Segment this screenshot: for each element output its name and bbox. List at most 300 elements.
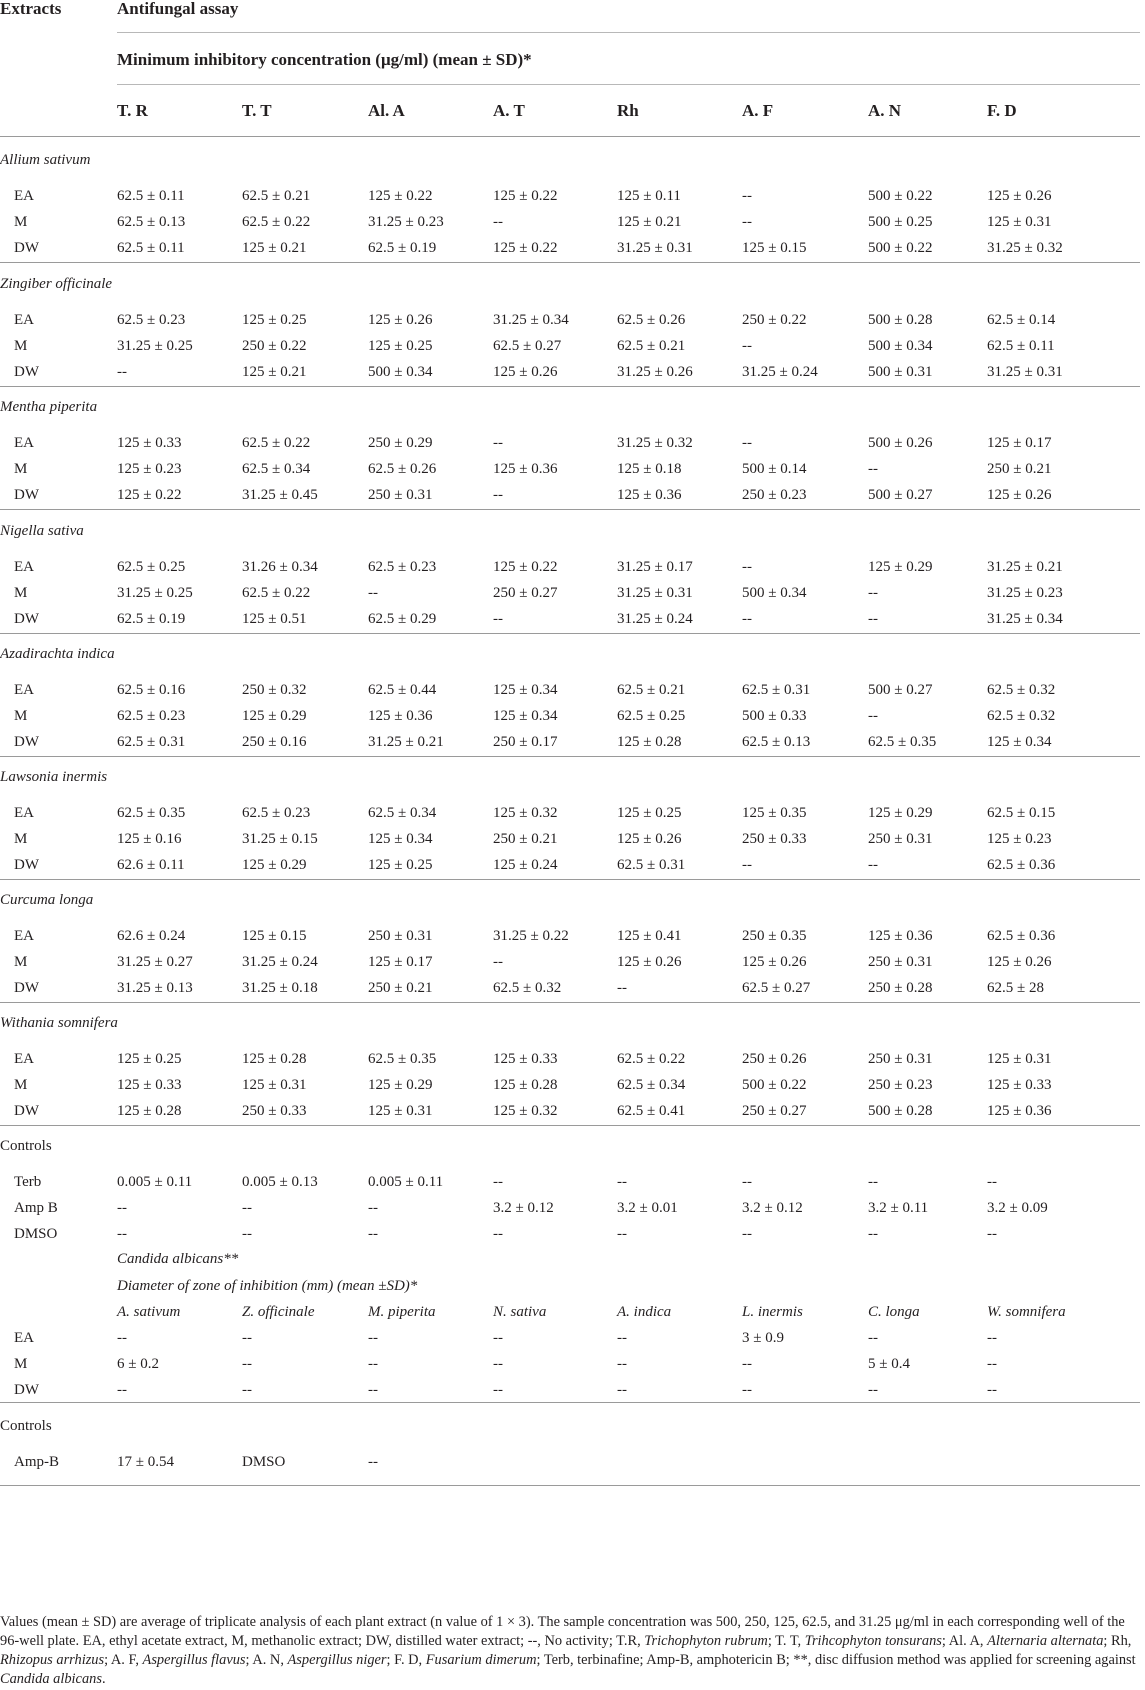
mic-value: 31.25 ± 0.24 [617,611,693,627]
mic-value: -- [868,461,878,477]
table-row [0,1099,1145,1123]
extract-label: M [14,954,28,970]
mic-value: 62.5 ± 0.23 [117,708,186,724]
mic-value: 125 ± 0.29 [868,805,933,821]
row-divider [0,386,1140,387]
extract-label: EA [14,188,34,204]
table-row [0,1378,1145,1402]
mic-value: 125 ± 0.31 [987,214,1052,230]
zone-value: -- [617,1356,627,1372]
footnote-text: ; T. T, [767,1633,805,1649]
mic-value: 31.25 ± 0.45 [242,487,318,503]
mic-value: 250 ± 0.31 [868,831,933,847]
mic-value: 125 ± 0.31 [242,1077,307,1093]
mic-value: -- [868,857,878,873]
mic-value: 62.6 ± 0.24 [117,928,186,944]
table-row [0,704,1145,728]
species-column-header: Z. officinale [242,1304,315,1320]
table-row [0,1170,1145,1194]
mic-value: 125 ± 0.26 [742,954,807,970]
mic-value: 250 ± 0.29 [368,435,433,451]
mic-value: 125 ± 0.22 [493,188,558,204]
plant-header-row [0,519,1145,543]
mic-value: 250 ± 0.28 [868,980,933,996]
extract-label: DW [14,1382,39,1398]
mic-value: 125 ± 0.26 [987,487,1052,503]
zone-value: -- [493,1382,503,1398]
plant-name: Mentha piperita [0,399,98,415]
control-value: -- [868,1174,878,1190]
footnote-text: ; A. F, [104,1652,143,1668]
mic-value: 31.25 ± 0.27 [117,954,193,970]
zone-value: -- [117,1330,127,1346]
column-header-row [0,99,1145,123]
mic-value: 62.5 ± 0.32 [987,682,1056,698]
control-value: -- [368,1200,378,1216]
mic-value: 62.5 ± 0.26 [617,312,686,328]
mic-value: -- [868,585,878,601]
mic-value: 62.5 ± 0.34 [242,461,311,477]
mic-value: 62.5 ± 0.31 [617,857,686,873]
plant-header-row [0,888,1145,912]
column-header: A. N [868,101,902,120]
column-header: A. T [493,101,525,120]
mic-value: 125 ± 0.11 [617,188,681,204]
mic-value: 125 ± 0.25 [617,805,682,821]
candida-title: Candida albicans** [117,1251,239,1267]
footnote-species: Aspergillus flavus [142,1652,246,1668]
zone-value: -- [987,1356,997,1372]
extract-label: DW [14,611,39,627]
mic-value: 62.5 ± 0.35 [368,1051,437,1067]
row-divider [0,509,1140,510]
mic-value: 250 ± 0.31 [368,487,433,503]
plant-name: Allium sativum [0,152,91,168]
mic-value: 62.5 ± 0.13 [742,734,811,750]
mic-value: 62.5 ± 0.32 [493,980,562,996]
mic-value: 250 ± 0.32 [242,682,307,698]
mic-value: 31.25 ± 0.31 [617,240,693,256]
mic-value: 31.25 ± 0.25 [117,338,193,354]
table-row [0,581,1145,605]
extract-label: EA [14,1051,34,1067]
mic-value: 500 ± 0.22 [868,188,933,204]
mic-value: 125 ± 0.36 [493,461,558,477]
control-value: 17 ± 0.54 [117,1454,174,1470]
subtitle-row [0,48,1145,72]
mic-value: 62.5 ± 0.22 [242,214,311,230]
footnote-text: Values (mean ± SD) are average of triplicate analysis of each plant extract (n value of 1 × 3). The sample concentration was 500, 250, 125, 62.5, and 31.25 μg/ml in each corresponding well of the 96-well plate. EA, ethyl acetate extract, M, methanolic extract; DW, distilled water extract; --, No activity; T.R, [0,1614,1125,1649]
footnote-species: Trichophyton rubrum [644,1633,768,1649]
control-value: 3.2 ± 0.12 [742,1200,803,1216]
mic-value: 62.5 ± 0.19 [117,611,186,627]
table-row [0,184,1145,208]
mic-value: 125 ± 0.41 [617,928,682,944]
table-row [0,801,1145,825]
species-column-header: N. sativa [493,1304,547,1320]
mic-value: 125 ± 0.28 [617,734,682,750]
plant-header-row [0,642,1145,666]
footnote-species: Candida albicans [0,1671,102,1687]
zone-value: -- [987,1330,997,1346]
mic-value: 31.26 ± 0.34 [242,559,318,575]
extract-label: M [14,214,28,230]
plant-name: Azadirachta indica [0,646,115,662]
mic-value: 62.5 ± 28 [987,980,1044,996]
control-value: -- [368,1454,378,1470]
mic-value: 250 ± 0.35 [742,928,807,944]
mic-value: 125 ± 0.21 [242,364,307,380]
mic-value: 125 ± 0.26 [493,364,558,380]
mic-value: 500 ± 0.26 [868,435,933,451]
mic-value: 125 ± 0.28 [117,1103,182,1119]
column-header: F. D [987,101,1017,120]
plant-name: Lawsonia inermis [0,769,108,785]
species-column-header: L. inermis [742,1304,803,1320]
mic-value: 125 ± 0.32 [493,1103,558,1119]
mic-value: 62.5 ± 0.31 [742,682,811,698]
column-header: T. R [117,101,148,120]
table-row [0,334,1145,358]
mic-value: 250 ± 0.17 [493,734,558,750]
table-row [0,1352,1145,1376]
mic-value: 125 ± 0.22 [493,240,558,256]
mic-value: 31.25 ± 0.22 [493,928,569,944]
mic-value: -- [493,954,503,970]
extract-label: M [14,831,28,847]
mic-value: 125 ± 0.21 [242,240,307,256]
mic-value: 500 ± 0.34 [868,338,933,354]
table-row [0,1450,1145,1474]
mic-value: 250 ± 0.33 [742,831,807,847]
extract-label: EA [14,1330,34,1346]
control-value: -- [868,1226,878,1242]
mic-value: 250 ± 0.21 [987,461,1052,477]
control-label: DMSO [14,1226,58,1242]
mic-value: -- [742,188,752,204]
mic-value: 31.25 ± 0.34 [987,611,1063,627]
mic-value: 250 ± 0.21 [493,831,558,847]
mic-value: 125 ± 0.33 [987,1077,1052,1093]
mic-value: 250 ± 0.23 [868,1077,933,1093]
mic-value: 250 ± 0.16 [242,734,307,750]
mic-value: 62.5 ± 0.21 [242,188,311,204]
table-row [0,1073,1145,1097]
row-divider [117,84,1140,85]
mic-value: 125 ± 0.51 [242,611,307,627]
mic-subtitle: Minimum inhibitory concentration (μg/ml) (mean ± SD)* [117,50,532,69]
extract-label: M [14,1356,28,1372]
mic-value: -- [493,214,503,230]
mic-value: 250 ± 0.31 [368,928,433,944]
table-row [0,236,1145,260]
mic-value: 125 ± 0.26 [617,954,682,970]
control-value: -- [742,1174,752,1190]
mic-value: 31.25 ± 0.32 [617,435,693,451]
plant-header-row [0,765,1145,789]
mic-value: -- [742,214,752,230]
row-divider [117,32,1140,33]
extract-label: DW [14,980,39,996]
extract-label: EA [14,312,34,328]
footnote-species: Rhizopus arrhizus [0,1652,105,1668]
footnote-species: Alternaria alternata [987,1633,1104,1649]
row-divider [0,1485,1140,1486]
table-row [0,483,1145,507]
mic-value: 62.5 ± 0.22 [242,435,311,451]
control-value: 3.2 ± 0.09 [987,1200,1048,1216]
footnote-text: . [101,1671,106,1687]
footnote-species: Aspergillus niger [287,1652,387,1668]
row-divider [0,136,1140,137]
mic-value: -- [493,487,503,503]
footnote-text: ; Terb, terbinafine; Amp-B, amphotericin B; **, disc diffusion method was applied for screening against [536,1652,1136,1668]
mic-value: 62.5 ± 0.35 [117,805,186,821]
mic-value: 125 ± 0.22 [368,188,433,204]
control-value: 3.2 ± 0.11 [868,1200,929,1216]
candida-title-row [0,1247,1145,1271]
mic-value: 125 ± 0.34 [493,682,558,698]
zone-value: -- [242,1382,252,1398]
zone-value: -- [368,1356,378,1372]
mic-value: 125 ± 0.29 [242,857,307,873]
mic-value: 31.25 ± 0.24 [742,364,818,380]
mic-value: 125 ± 0.15 [742,240,807,256]
mic-value: 125 ± 0.23 [987,831,1052,847]
plant-header-row [0,1011,1145,1035]
mic-value: 62.5 ± 0.14 [987,312,1056,328]
mic-value: 31.25 ± 0.26 [617,364,693,380]
column-header: Al. A [368,101,405,120]
mic-value: 250 ± 0.23 [742,487,807,503]
species-column-header: A. indica [617,1304,672,1320]
zone-value: -- [987,1382,997,1398]
mic-value: 125 ± 0.33 [117,435,182,451]
table-row [0,457,1145,481]
control-value: -- [493,1174,503,1190]
zone-value: -- [368,1382,378,1398]
zone-value: -- [242,1330,252,1346]
mic-value: 125 ± 0.23 [117,461,182,477]
header-row [0,0,1145,21]
mic-value: 125 ± 0.29 [242,708,307,724]
mic-value: 31.25 ± 0.31 [987,364,1063,380]
table-row [0,853,1145,877]
mic-value: -- [868,708,878,724]
zone-value: 5 ± 0.4 [868,1356,910,1372]
mic-value: -- [493,435,503,451]
table-row [0,827,1145,851]
mic-value: 500 ± 0.27 [868,682,933,698]
mic-value: 62.5 ± 0.34 [617,1077,686,1093]
table-row [0,607,1145,631]
controls-label: Controls [0,1418,52,1434]
mic-value: 125 ± 0.33 [493,1051,558,1067]
mic-value: 500 ± 0.28 [868,312,933,328]
table-row [0,678,1145,702]
mic-value: 500 ± 0.14 [742,461,807,477]
mic-value: 125 ± 0.16 [117,831,182,847]
mic-value: 31.25 ± 0.34 [493,312,569,328]
mic-value: 31.25 ± 0.25 [117,585,193,601]
mic-value: 31.25 ± 0.13 [117,980,193,996]
mic-value: 125 ± 0.24 [493,857,558,873]
zone-value: 3 ± 0.9 [742,1330,784,1346]
mic-value: 125 ± 0.21 [617,214,682,230]
control-value: 0.005 ± 0.11 [117,1174,193,1190]
mic-value: 500 ± 0.27 [868,487,933,503]
control-value: -- [117,1200,127,1216]
assay-title: Antifungal assay [117,0,239,18]
control-value: -- [617,1226,627,1242]
controls-label: Controls [0,1138,52,1154]
mic-value: 250 ± 0.33 [242,1103,307,1119]
control-value: DMSO [242,1454,286,1470]
mic-value: 125 ± 0.34 [987,734,1052,750]
extract-label: M [14,461,28,477]
mic-value: 125 ± 0.26 [617,831,682,847]
mic-value: 62.5 ± 0.26 [368,461,437,477]
column-header: Rh [617,101,639,120]
extract-label: DW [14,734,39,750]
footnote-text: ; Al. A, [941,1633,988,1649]
plant-name: Withania somnifera [0,1015,118,1031]
control-label: Amp B [14,1200,58,1216]
table-row [0,555,1145,579]
zone-value: -- [617,1382,627,1398]
mic-value: 500 ± 0.33 [742,708,807,724]
mic-value: -- [493,611,503,627]
mic-value: 62.5 ± 0.23 [242,805,311,821]
mic-value: 125 ± 0.15 [242,928,307,944]
candida-column-row [0,1300,1145,1324]
column-header: A. F [742,101,774,120]
mic-value: 125 ± 0.25 [368,338,433,354]
plant-header-row [0,272,1145,296]
row-divider [0,1002,1140,1003]
mic-value: -- [742,559,752,575]
mic-value: 125 ± 0.17 [987,435,1052,451]
extract-label: M [14,338,28,354]
mic-value: 250 ± 0.27 [493,585,558,601]
mic-value: -- [742,857,752,873]
mic-value: 125 ± 0.26 [368,312,433,328]
extract-label: EA [14,435,34,451]
mic-value: 62.5 ± 0.11 [117,240,185,256]
table-row [0,1047,1145,1071]
mic-value: -- [368,585,378,601]
control-label: Terb [14,1174,42,1190]
extract-label: M [14,1077,28,1093]
mic-value: 62.5 ± 0.36 [987,857,1056,873]
control-value: -- [493,1226,503,1242]
mic-value: -- [617,980,627,996]
mic-value: 31.25 ± 0.18 [242,980,318,996]
zone-subtitle: Diameter of zone of inhibition (mm) (mean ±SD)* [117,1278,418,1294]
mic-value: -- [117,364,127,380]
control-value: -- [742,1226,752,1242]
mic-value: -- [742,435,752,451]
plant-name: Nigella sativa [0,523,84,539]
mic-value: 31.25 ± 0.15 [242,831,318,847]
extract-label: DW [14,487,39,503]
mic-value: 250 ± 0.31 [868,1051,933,1067]
mic-value: 125 ± 0.25 [117,1051,182,1067]
mic-value: 500 ± 0.34 [742,585,807,601]
mic-value: 125 ± 0.36 [368,708,433,724]
plant-header-row [0,148,1145,172]
row-divider [0,633,1140,634]
zone-value: -- [117,1382,127,1398]
mic-value: 500 ± 0.31 [868,364,933,380]
mic-value: 62.5 ± 0.25 [617,708,686,724]
table-row [0,730,1145,754]
mic-value: 62.5 ± 0.13 [117,214,186,230]
mic-value: 31.25 ± 0.32 [987,240,1063,256]
table-row [0,1222,1145,1246]
footnote-text: ; A. N, [245,1652,288,1668]
mic-value: 62.5 ± 0.27 [493,338,562,354]
table-row [0,976,1145,1000]
mic-value: -- [868,611,878,627]
mic-value: 125 ± 0.18 [617,461,682,477]
row-divider [0,879,1140,880]
mic-value: 125 ± 0.36 [868,928,933,944]
mic-value: 125 ± 0.22 [493,559,558,575]
mic-value: 125 ± 0.33 [117,1077,182,1093]
row-divider [0,1402,1140,1403]
table-row [0,431,1145,455]
mic-value: 500 ± 0.28 [868,1103,933,1119]
control-value: 0.005 ± 0.13 [242,1174,318,1190]
mic-value: 500 ± 0.22 [742,1077,807,1093]
row-divider [0,756,1140,757]
mic-value: 125 ± 0.35 [742,805,807,821]
zone-value: -- [493,1356,503,1372]
extract-label: EA [14,559,34,575]
zone-value: -- [742,1382,752,1398]
zone-value: 6 ± 0.2 [117,1356,159,1372]
mic-value: 125 ± 0.25 [368,857,433,873]
mic-value: 62.5 ± 0.22 [242,585,311,601]
mic-value: 125 ± 0.22 [117,487,182,503]
mic-value: 125 ± 0.36 [617,487,682,503]
mic-value: 62.5 ± 0.15 [987,805,1056,821]
footnote-species: Trihcophyton tonsurans [804,1633,942,1649]
mic-value: 250 ± 0.22 [242,338,307,354]
mic-value: 500 ± 0.22 [868,240,933,256]
mic-value: 125 ± 0.31 [368,1103,433,1119]
control-value: 0.005 ± 0.11 [368,1174,444,1190]
table-row [0,360,1145,384]
control-value: -- [242,1226,252,1242]
mic-value: 125 ± 0.26 [987,188,1052,204]
candida-subtitle-row [0,1274,1145,1298]
mic-value: 31.25 ± 0.21 [368,734,444,750]
mic-value: 125 ± 0.34 [493,708,558,724]
mic-value: 62.5 ± 0.35 [868,734,937,750]
footnote-text: ; Rh, [1103,1633,1132,1649]
mic-value: 125 ± 0.36 [987,1103,1052,1119]
mic-value: 125 ± 0.26 [987,954,1052,970]
control-value: -- [242,1200,252,1216]
mic-value: 250 ± 0.27 [742,1103,807,1119]
zone-value: -- [617,1330,627,1346]
table-row [0,924,1145,948]
mic-value: 62.5 ± 0.41 [617,1103,686,1119]
mic-value: 125 ± 0.34 [368,831,433,847]
mic-value: 31.25 ± 0.23 [368,214,444,230]
